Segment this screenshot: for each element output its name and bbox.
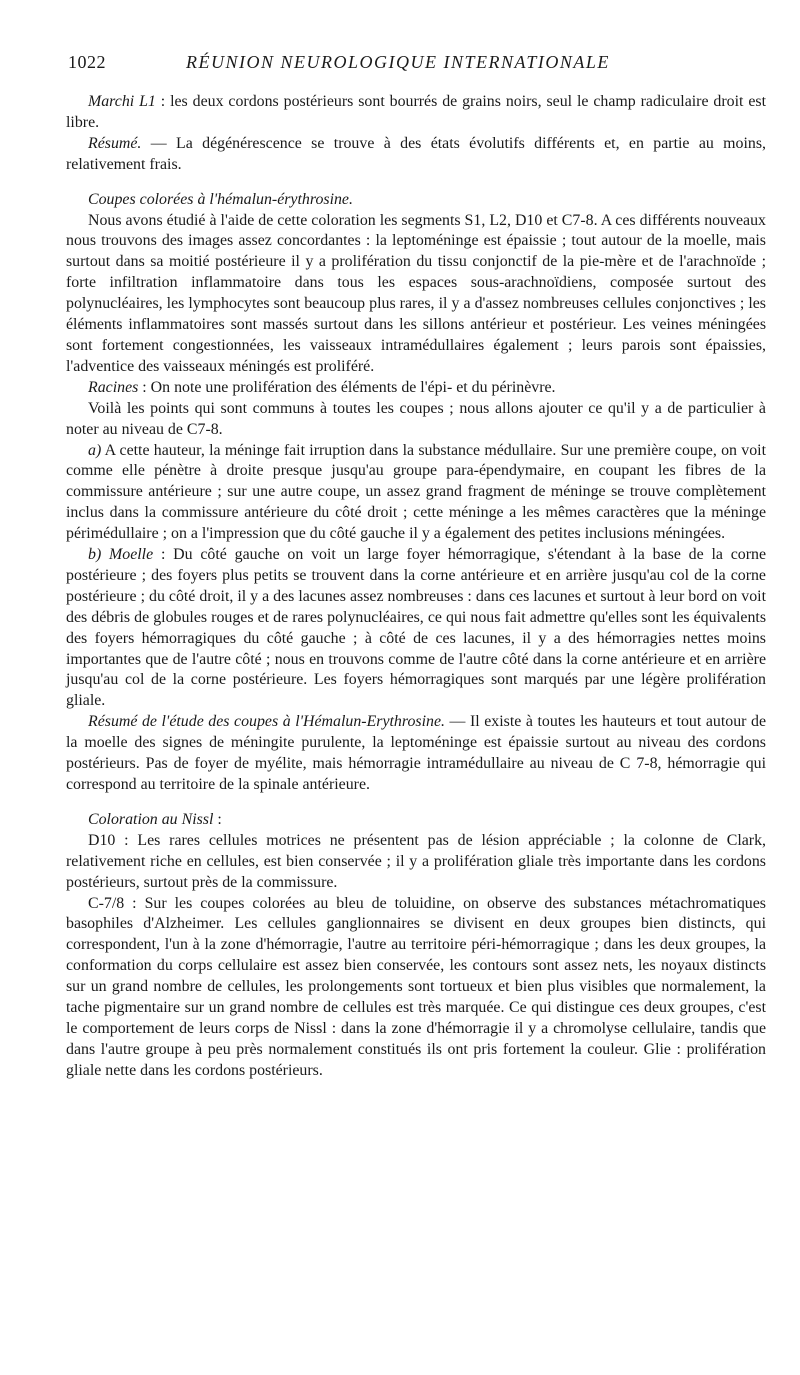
paragraph xyxy=(66,831,766,894)
paragraph xyxy=(66,441,766,546)
paragraph xyxy=(66,399,766,441)
paragraph xyxy=(66,545,766,712)
paragraph-lead: Racines xyxy=(88,378,139,396)
paragraph-text: : les deux cordons postérieurs sont bourrés de grains noirs, seul le champ radiculaire droit est libre. xyxy=(66,93,766,131)
paragraph-text: : xyxy=(213,810,222,828)
paragraph-text: A cette hauteur, la méninge fait irruption dans la substance médullaire. Sur une première coupe, on voit comme elle pénètre à droite presque jusqu'au groupe para-épendymaire, en coupant les fibres de la commissure antérieure ; sur une autre coupe, un assez grand fragment de méninge se trouve complètement inclus dans la commissure antérieure du côté droit ; cette méninge a les mêmes caractères que la méninge périmédullaire ; on a l'impression que du côté gauche il y a également des petites inclusions méningées. xyxy=(66,441,766,543)
paragraph xyxy=(66,712,766,796)
paragraph-text: Voilà les points qui sont communs à toutes les coupes ; nous allons ajouter ce qu'il y a de particulier à noter au niveau de C7-8. xyxy=(66,399,766,438)
paragraph-lead: Coupes colorées à l'hémalun-érythrosine. xyxy=(88,190,353,208)
paragraph xyxy=(66,92,766,134)
paragraph-lead: Coloration au Nissl xyxy=(88,810,214,828)
article-body xyxy=(66,92,766,1082)
paragraph xyxy=(66,134,766,176)
page-number: 1022 xyxy=(68,52,106,72)
paragraph-text: : On note une prolifération des éléments de l'épi- et du périnèvre. xyxy=(138,378,556,396)
running-title: RÉUNION NEUROLOGIQUE INTERNATIONALE xyxy=(186,52,610,72)
paragraph-lead: Résumé. xyxy=(88,134,142,152)
paragraph-lead: Résumé de l'étude des coupes à l'Hémalun-Erythrosine. xyxy=(88,713,445,731)
paragraph-text: Nous avons étudié à l'aide de cette coloration les segments S1, L2, D10 et C7-8. A ces différents nouveaux nous trouvons des images assez concordantes : la leptoméninge est épaissie ; tout autour de la moelle, mais surtout dans sa moitié postérieure il y a prolifération du tissu conjonctif de la pie-mère et de l'arachnoïde ; forte infiltration inflammatoire dans tous les espaces sous-arachnoïdiens, composée surtout des polynucléaires, les lymphocytes sont beaucoup plus rares, il y a d'assez nombreuses cellules conjonctives ; les éléments inflammatoires sont massés surtout dans les sillons antérieur et postérieur. Les veines méningées sont fortement congestionnées, les vaisseaux intramédullaires également ; leurs parois sont épaissies, l'adventice des vaisseaux méningés est proliféré. xyxy=(66,211,766,375)
paragraph-lead: Marchi L1 xyxy=(88,93,156,110)
paragraph xyxy=(66,378,766,399)
section-heading xyxy=(66,810,766,831)
paragraph-text: — Il existe à toutes les hauteurs et tout autour de la moelle des signes de méningite purulente, la leptoméninge est épaissie surtout au niveau des cordons postérieurs. Pas de foyer de myélite, mais hémorragie intramédullaire au niveau de C 7-8, hémorragie qui correspond au territoire de la spinale antérieure. xyxy=(66,713,766,793)
paragraph-lead: b) Moelle xyxy=(88,546,154,564)
paragraph-text: : Du côté gauche on voit un large foyer hémorragique, s'étendant à la base de la corne postérieure ; des foyers plus petits se trouvent dans la corne antérieure et en arrière jusqu'au col de la corne postérieure ; du côté droit, il y a des lacunes assez nombreuses : dans ces lacunes et surtout à leur bord on voit des débris de globules rouges et de rares polynucléaires, ce qui nous fait admettre qu'elles sont les équivalents des foyers hémorragiques du côté gauche ; à côté de ces lacunes, il y a des hémorragies nettes moins importantes que de l'autre côté ; nous en trouvons comme de l'autre côté dans la corne antérieure et en arrière jusqu'au col de la corne postérieure. Les foyers hémorragiques sont marqués par une légère prolifération gliale. xyxy=(66,546,767,710)
paragraph-text: D10 : Les rares cellules motrices ne présentent pas de lésion appréciable ; la colonne de Clark, relativement riche en cellules, est bien conservée ; il y a prolifération gliale très importante dans les cordons postérieurs, surtout près de la commissure. xyxy=(66,831,766,891)
paragraph-lead: a) xyxy=(88,441,102,459)
section-heading xyxy=(66,190,766,211)
paragraph-text: — La dégénérescence se trouve à des états évolutifs différents et, en partie au moins, relativement frais. xyxy=(66,134,766,173)
paragraph xyxy=(66,211,766,378)
paragraph-text: C-7/8 : Sur les coupes colorées au bleu de toluidine, on observe des substances métachromatiques basophiles d'Alzheimer. Les cellules ganglionnaires se divisent en deux groupes bien distincts, qui correspondent, l'un à la zone d'hémorragie, l'autre au territoire péri-hémorragique ; dans les deux groupes, la conformation du corps cellulaire est assez bien conservée, les contours sont assez nets, les noyaux distincts sur un grand nombre de cellules, les prolongements sont tortueux et bien plus visibles que normalement, la tache pigmentaire sur un grand nombre de cellules est très marquée. Ce qui distingue ces deux groupes, c'est le comportement de leurs corps de Nissl : dans la zone d'hémorragie il y a chromolyse cellulaire, tandis que dans l'autre groupe à peu près normalement constitués ils ont pris fortement la couleur. Glie : prolifération gliale nette dans les cordons postérieurs. xyxy=(66,894,766,1079)
paragraph xyxy=(66,894,766,1082)
